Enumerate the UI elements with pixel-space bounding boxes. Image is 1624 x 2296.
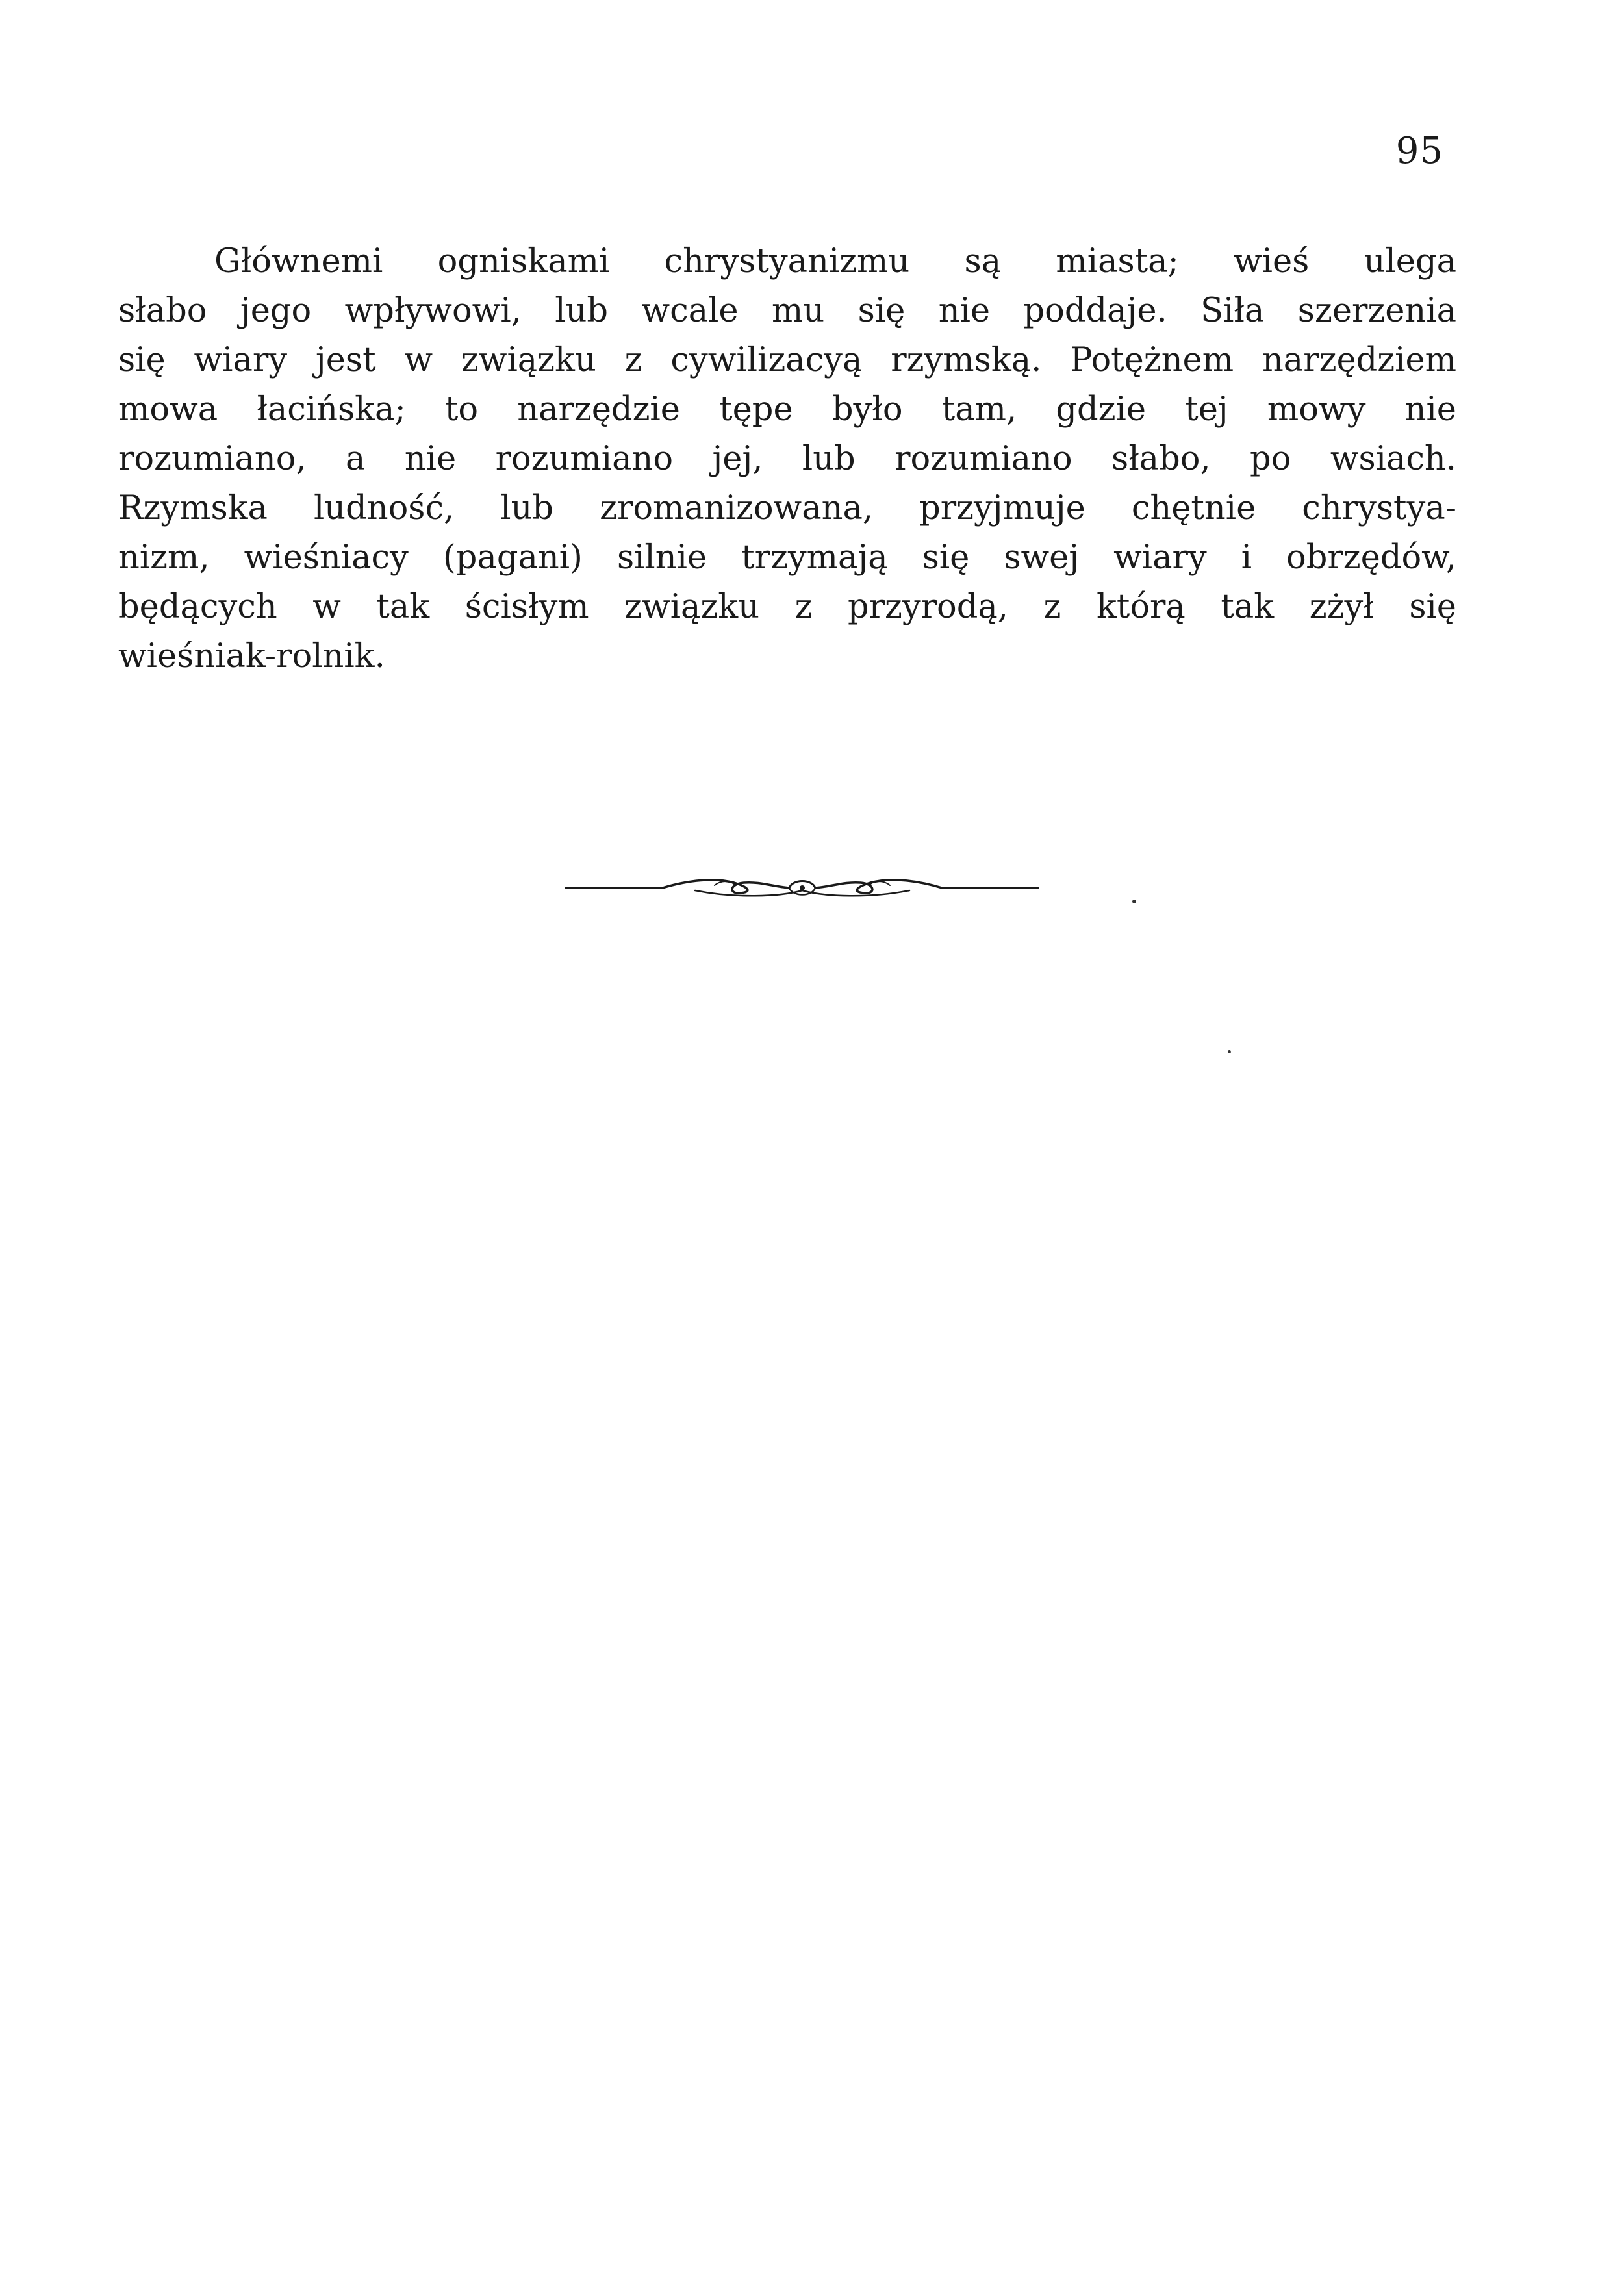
print-speck	[1228, 1050, 1231, 1053]
paragraph-line: słabo jego wpływowi, lub wcale mu się nie poddaje. Siła szerzenia	[118, 292, 1456, 330]
paragraph-line: wieśniak-rolnik.	[118, 637, 385, 675]
paragraph-line: się wiary jest w związku z cywilizacyą rzymską. Potężnem narzędziem	[118, 341, 1456, 379]
paragraph-line: Głównemi ogniskami chrystyanizmu są miasta; wieś ulega	[214, 242, 1456, 281]
paragraph-line: będących w tak ścisłym związku z przyrodą, z którą tak zżył się	[118, 588, 1456, 626]
paragraph-line: nizm, wieśniacy (pagani) silnie trzymają się swej wiary i obrzędów,	[118, 538, 1456, 577]
paragraph-line: rozumiano, a nie rozumiano jej, lub rozumiano słabo, po wsiach.	[118, 440, 1456, 478]
vignette-divider-icon	[565, 861, 1039, 913]
body-paragraph	[118, 237, 1456, 681]
print-speck	[1132, 900, 1136, 903]
page-number: 95	[1395, 130, 1443, 172]
paragraph-line: mowa łacińska; to narzędzie tępe było tam, gdzie tej mowy nie	[118, 390, 1456, 429]
paragraph-line: Rzymska ludność, lub zromanizowana, przyjmuje chętnie chrystya-	[118, 489, 1456, 527]
